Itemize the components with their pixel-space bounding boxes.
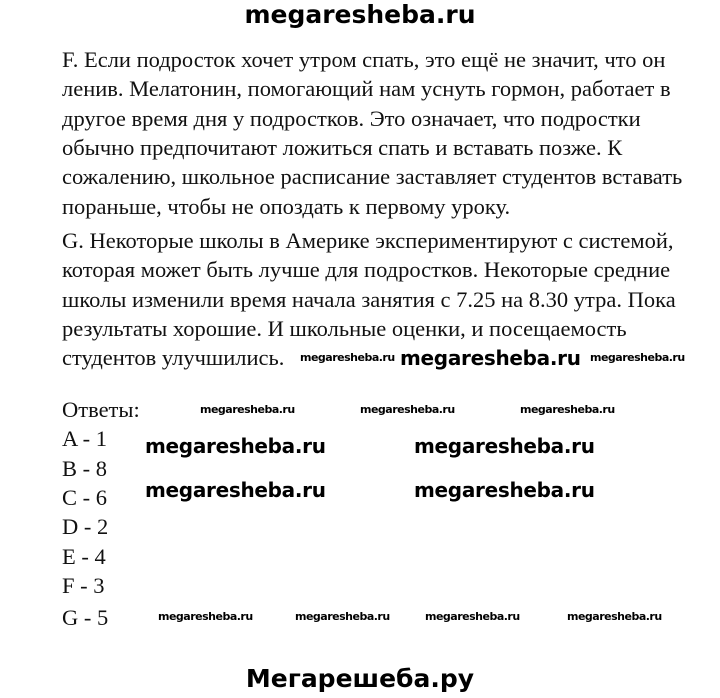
answer-item: G - 5: [62, 605, 109, 630]
answer-item: C - 6: [62, 485, 107, 510]
paragraph-f-line: ленив. Мелатонин, помогающий нам уснуть гормон, работает в: [62, 76, 671, 101]
watermark: megaresheba.ru: [295, 610, 390, 623]
watermark: megaresheba.ru: [145, 478, 326, 502]
site-header: megaresheba.ru: [244, 0, 476, 29]
paragraph-f-line: F. Если подросток хочет утром спать, это ещё не значит, что он: [62, 47, 666, 72]
paragraph-g-line: студентов улучшились.: [62, 345, 285, 370]
answer-item: D - 2: [62, 514, 109, 539]
paragraph-f-line: сожалению, школьное расписание заставляет студентов вставать: [62, 164, 683, 189]
site-footer: Мегарешеба.ру: [245, 664, 475, 693]
answer-item: B - 8: [62, 456, 107, 481]
watermark: megaresheba.ru: [414, 434, 595, 458]
watermark: megaresheba.ru: [158, 610, 253, 623]
answer-item: A - 1: [62, 426, 107, 451]
answer-item: F - 3: [62, 573, 105, 598]
watermark: megaresheba.ru: [145, 434, 326, 458]
paragraph-g-line: результаты хорошие. И школьные оценки, и посещаемость: [62, 316, 627, 341]
watermark: megaresheba.ru: [567, 610, 662, 623]
watermark: megaresheba.ru: [400, 346, 581, 370]
paragraph-f-line: пораньше, чтобы не опоздать к первому уроку.: [62, 194, 511, 219]
watermark: megaresheba.ru: [300, 351, 395, 364]
paragraph-f-line: обычно предпочитают ложиться спать и вставать позже. К: [62, 135, 623, 160]
watermark: megaresheba.ru: [590, 351, 685, 364]
watermark: megaresheba.ru: [360, 403, 455, 416]
watermark: megaresheba.ru: [425, 610, 520, 623]
paragraph-g-line: G. Некоторые школы в Америке экспериментируют с системой,: [62, 228, 674, 253]
watermark: megaresheba.ru: [520, 403, 615, 416]
watermark: megaresheba.ru: [200, 403, 295, 416]
answer-item: E - 4: [62, 544, 106, 569]
paragraph-g-line: школы изменили время начала занятия с 7.25 на 8.30 утра. Пока: [62, 287, 676, 312]
paragraph-g-line: которая может быть лучше для подростков. Некоторые средние: [62, 257, 671, 282]
watermark: megaresheba.ru: [414, 478, 595, 502]
answers-title: Ответы:: [62, 397, 140, 422]
paragraph-f-line: другое время дня у подростков. Это означает, что подростки: [62, 106, 641, 131]
